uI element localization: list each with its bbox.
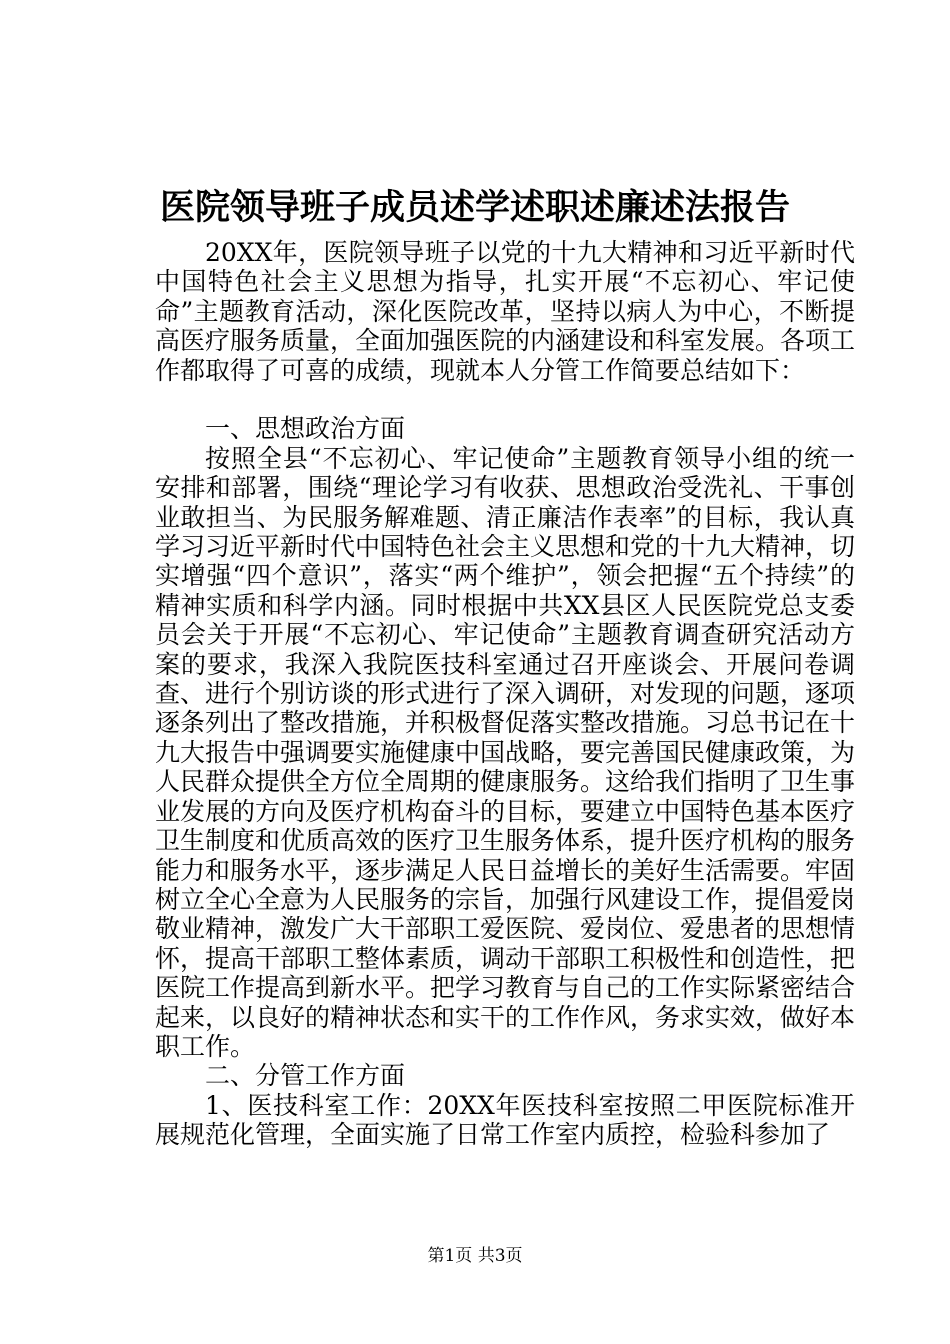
document-body: [155, 238, 855, 1150]
page-number-footer: 第1页 共3页: [427, 1246, 523, 1266]
document-title: 医院领导班子成员述学述职述廉述法报告: [159, 187, 790, 228]
section-heading-work: 二、分管工作方面: [205, 1061, 406, 1091]
intro-paragraph: 20XX年，医院领导班子以党的十九大精神和习近平新时代中国特色社会主义思想为指导，扎实开展“不忘初心、牢记使命”主题教育活动，深化医院改革，坚持以病人为中心，不断提高医疗服务质量，全面加强医院的内涵建设和科室发展。各项工作都取得了可喜的成绩，现就本人分管工作简要总结如下：: [155, 238, 856, 385]
medical-tech-paragraph: 1、医技科室工作：20XX年医技科室按照二甲医院标准开展规范化管理，全面实施了日常工作室内质控，检验科参加了: [155, 1090, 855, 1150]
ideology-paragraph: 按照全县“不忘初心、牢记使命”主题教育领导小组的统一安排和部署，围绕“理论学习有收获、思想政治受洗礼、干事创业敢担当、为民服务解难题、清正廉洁作表率”的目标，我认真学习习近平新时代中国特色社会主义思想和党的十九大精神，切实增强“四个意识”，落实“两个维护”，领会把握“五个持续”的精神实质和科学内涵。同时根据中共XX县区人民医院党总支委员会关于开展“不忘初心、牢记使命”主题教育调查研究活动方案的要求，我深入我院医技科室通过召开座谈会、开展问卷调查、进行个别访谈的形式进行了深入调研，对发现的问题，逐项逐条列出了整改措施，并积极督促落实整改措施。习总书记在十九大报告中强调要实施健康中国战略，要完善国民健康政策，为人民群众提供全方位全周期的健康服务。这给我们指明了卫生事业发展的方向及医疗机构奋斗的目标，要建立中国特色基本医疗卫生制度和优质高效的医疗卫生服务体系，提升医疗机构的服务能力和服务水平，逐步满足人民日益增长的美好生活需要。牢固树立全心全意为人民服务的宗旨，加强行风建设工作，提倡爱岗敬业精神，激发广大干部职工爱医院、爱岗位、爱患者的思想情怀，提高干部职工整体素质，调动干部职工积极性和创造性，把医院工作提高到新水平。把学习教育与自己的工作实际紧密结合起来，以良好的精神状态和实干的工作作风，务求实效，做好本职工作。: [155, 443, 856, 1061]
section-heading-ideology: 一、思想政治方面: [205, 414, 406, 444]
